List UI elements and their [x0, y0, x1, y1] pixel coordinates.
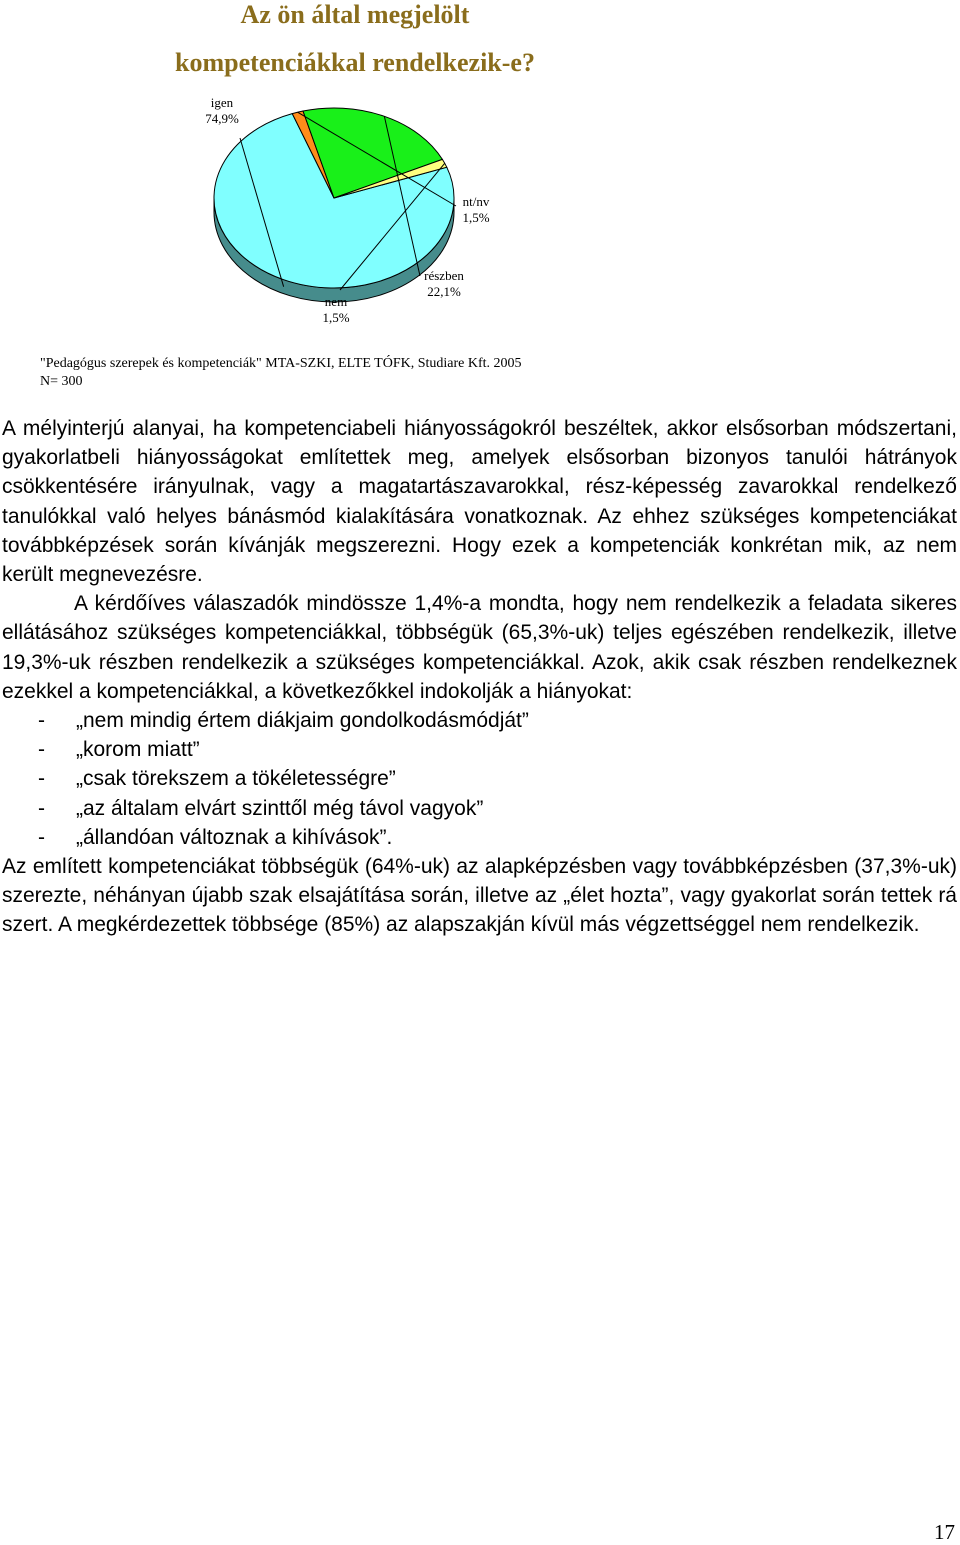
pie-chart	[0, 0, 960, 350]
paragraph-3: Az említett kompetenciákat többségük (64%-uk) az alapképzésben vagy továbbképzésben (37,3%-uk) szerezte, néhányan újabb szak elsajátítása során, illetve az „élet hozta”, vagy gyakorlat során tettek rá szert. A megkérdezettek többsége (85%) az alapszakján kívül más végzettséggel nem rendelkezik.	[2, 855, 957, 937]
slice-value-nem: 1,5%	[322, 310, 350, 325]
sample-size: N= 300	[40, 374, 83, 389]
chart-title-line-1: Az ön által megjelölt	[240, 0, 470, 29]
list-item: - „az általam elvárt szinttől még távol vagyok”	[38, 796, 484, 820]
source-line: "Pedagógus szerepek és kompetenciák" MTA-SZKI, ELTE TÓFK, Studiare Kft. 2005	[40, 356, 522, 371]
slice-value-nt-nv: 1,5%	[462, 210, 490, 225]
slice-label-igen: igen	[210, 95, 234, 110]
paragraph-1: A mélyinterjú alanyai, ha kompetenciabeli hiányosságokról beszéltek, akkor elsősorban módszertani, gyakorlatbeli hiányosságokat említettek meg, amelyek elsősorban bizonyos tanulói hátrányok csökkentésére irányulnak, vagy a magatartászavarokkal, rész-képesség zavarokkal rendelkező tanulókkal való helyes bánásmód kialakítására vonatkoznak. Az ehhez szükséges kompetenciákat továbbképzések során kívánják megszerezni. Hogy ezek a kompetenciák konkrétan mik, az nem került megnevezésre.	[2, 417, 957, 587]
list-item: - „korom miatt”	[38, 738, 200, 762]
chart-source	[40, 355, 522, 391]
paragraph-2: A kérdőíves válaszadók mindössze 1,4%-a mondta, hogy nem rendelkezik a feladata sikeres ellátásához szükséges kompetenciákkal, többségük (65,3%-uk) teljes egészében rendelkezik, illetve 19,3%-uk részben rendelkezik a szükséges kompetenciákkal. Azok, akik csak részben rendelkeznek ezekkel a kompetenciákkal, a következőkkel indokolják a hiányokat:	[2, 592, 957, 703]
list-item: - „nem mindig értem diákjaim gondolkodásmódját”	[38, 709, 529, 733]
slice-label-nem: nem	[324, 294, 348, 309]
chart-title-line-2: kompetenciákkal rendelkezik-e?	[175, 48, 535, 77]
list-item: - „csak törekszem a tökéletességre”	[38, 767, 396, 791]
reasons-list	[2, 706, 957, 852]
slice-label-reszben: részben	[424, 268, 464, 283]
body-text	[2, 414, 957, 940]
slice-value-reszben: 22,1%	[427, 284, 461, 299]
slice-label-nt-nv: nt/nv	[462, 194, 490, 209]
page-number: 17	[934, 1520, 955, 1544]
list-item: - „állandóan változnak a kihívások”.	[38, 825, 393, 849]
pie-slices	[214, 108, 454, 288]
slice-value-igen: 74,9%	[205, 111, 239, 126]
